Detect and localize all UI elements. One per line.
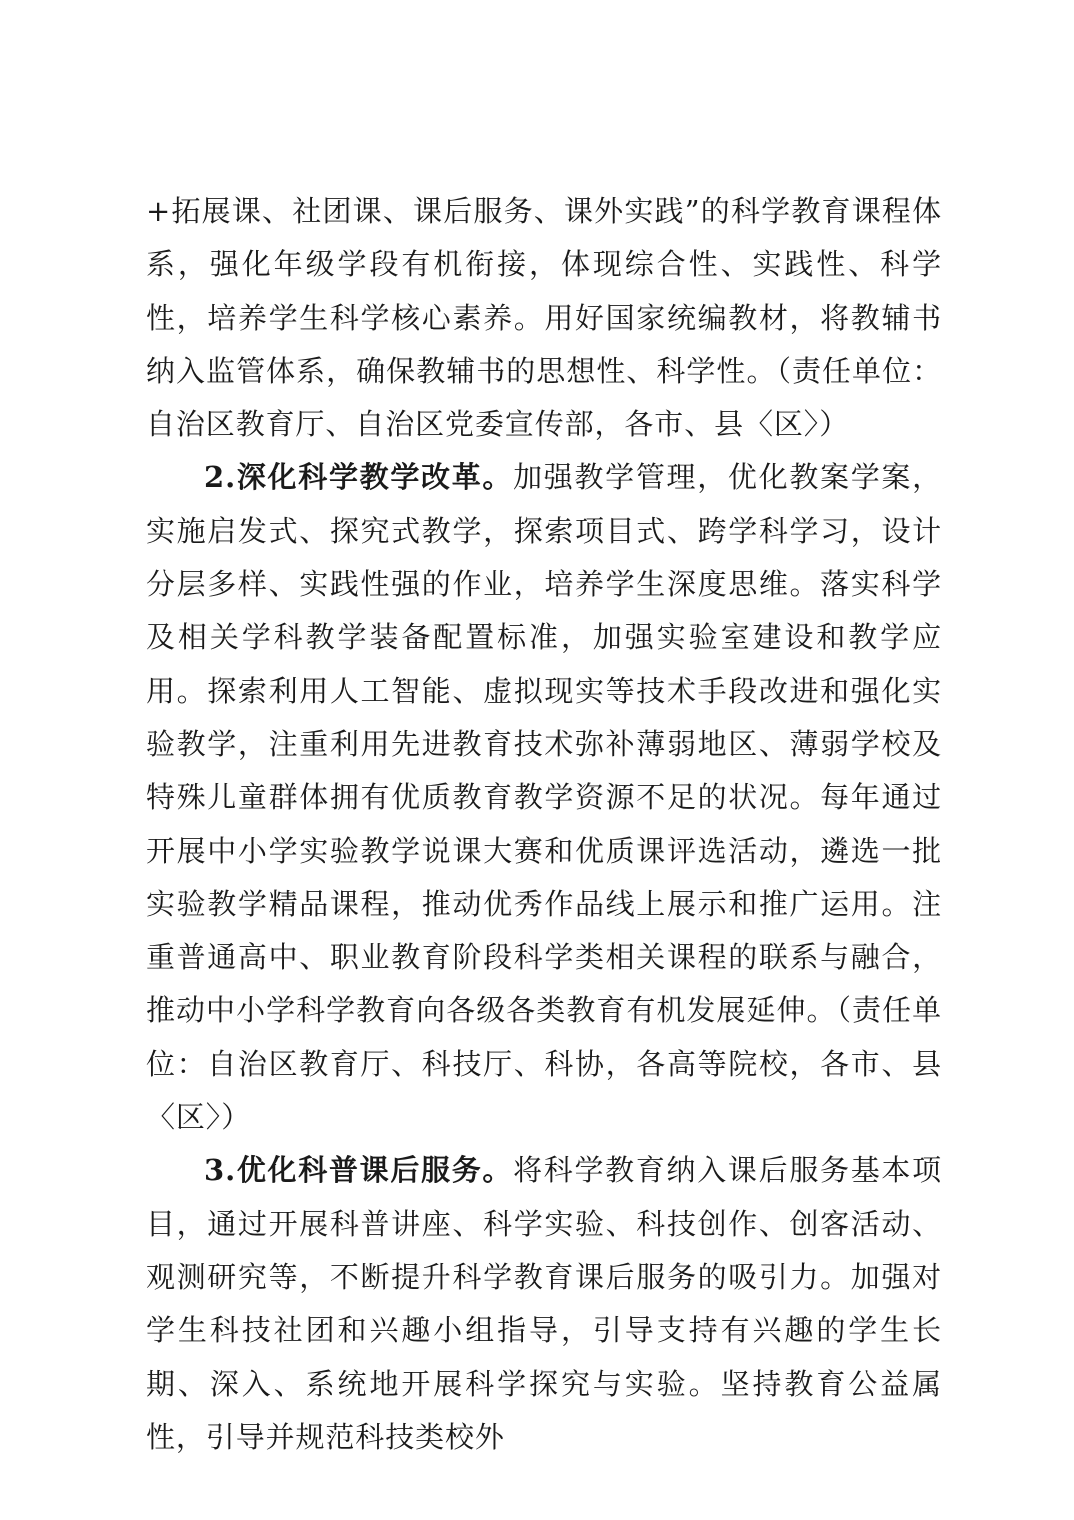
paragraph-after-school-service (146, 1144, 942, 1464)
section-heading-after-school-service: 3.优化科普课后服务。 (204, 1153, 514, 1188)
section-heading-teaching-reform: 2.深化科学教学改革。 (204, 460, 514, 495)
paragraph-teaching-reform (146, 451, 942, 1144)
document-body (146, 185, 942, 1464)
paragraph-text: +拓展课、社团课、课后服务、课外实践”的科学教育课程体系，强化年级学段有机衔接，体现综合性、实践性、科学性，培养学生科学核心素养。用好国家统编教材，将教辅书纳入监管体系，确保教辅书的思想性、科学性。（责任单位：自治区教育厅、自治区党委宣传部，各市、县〈区〉） (146, 194, 942, 442)
paragraph-text: 加强教学管理，优化教案学案，实施启发式、探究式教学，探索项目式、跨学科学习，设计分层多样、实践性强的作业，培养学生深度思维。落实科学及相关学科教学装备配置标准，加强实验室建设和教学应用。探索利用人工智能、虚拟现实等技术手段改进和强化实验教学，注重利用先进教育技术弥补薄弱地区、薄弱学校及特殊儿童群体拥有优质教育教学资源不足的状况。每年通过开展中小学实验教学说课大赛和优质课评选活动，遴选一批实验教学精品课程，推动优秀作品线上展示和推广运用。注重普通高中、职业教育阶段科学类相关课程的联系与融合，推动中小学科学教育向各级各类教育有机发展延伸。（责任单位：自治区教育厅、科技厅、科协，各高等院校，各市、县〈区〉） (146, 460, 942, 1135)
paragraph-curriculum-system (146, 185, 942, 451)
paragraph-text: 将科学教育纳入课后服务基本项目，通过开展科普讲座、科学实验、科技创作、创客活动、观测研究等，不断提升科学教育课后服务的吸引力。加强对学生科技社团和兴趣小组指导，引导支持有兴趣的学生长期、深入、系统地开展科学探究与实验。坚持教育公益属性，引导并规范科技类校外 (146, 1153, 942, 1454)
